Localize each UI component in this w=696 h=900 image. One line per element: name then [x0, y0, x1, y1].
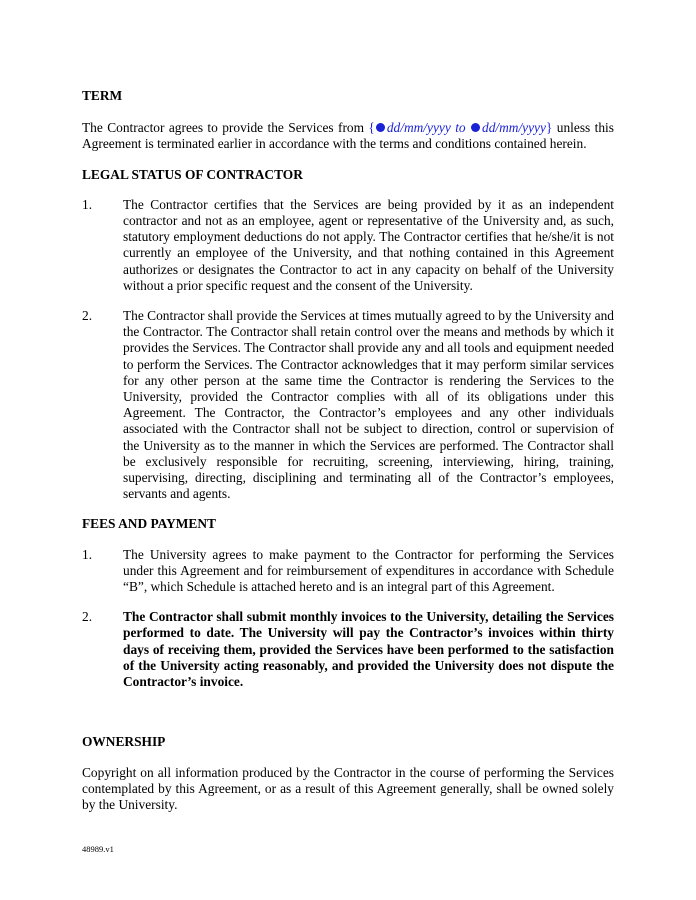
item-number: 2.	[82, 308, 93, 324]
document-page	[82, 88, 614, 813]
list-item	[82, 308, 614, 502]
item-number: 1.	[82, 546, 93, 562]
ownership-paragraph: Copyright on all information produced by the Contractor in the course of performing the Services contemplated by this Agreement, or as a result of this Agreement generally, shall be owned solely by the University.	[82, 764, 614, 812]
date-to-text: to	[450, 120, 470, 136]
date-close-brace: }	[545, 120, 553, 136]
item-text: The Contractor certifies that the Services are being provided by it as an independent contractor and not as an employee, agent or representative of the University and, as such, statutory employment deductions do not apply. The Contractor certifies that he/she/it is not currently an employee of the University, and that nothing contained in this Agreement authorizes or designates the Contractor to act in any capacity on behalf of the University without a prior specific request and the consent of the University.	[123, 196, 614, 293]
date-end-placeholder: dd/mm/yyyy	[482, 120, 546, 136]
term-text-after: unless this Agreement is terminated earlier in accordance with the terms and conditions contained herein.	[82, 120, 614, 152]
document-id: 48989.v1	[82, 844, 114, 854]
placeholder-bullet-icon	[471, 123, 480, 132]
item-text: The Contractor shall provide the Services at times mutually agreed to by the University and the Contractor. The Contractor shall retain control over the means and methods by which it provides the Services. The Contractor shall provide any and all tools and equipment needed to perform the Services. The Contractor acknowledges that it may perform similar services for any other person at the same time the Contractor is rendering the Services to the University, provided the Contractor complies with all of its obligations under this Agreement. The Contractor, the Contractor’s employees and any other individuals associated with the Contractor shall not be subject to direction, control or supervision of the University as to the manner in which the Services are performed. The Contractor shall be exclusively responsible for recruiting, screening, interviewing, hiring, training, supervising, directing, disciplining and terminating all of the Contractor’s employees, servants and agents.	[123, 308, 614, 502]
heading-fees-payment: FEES AND PAYMENT	[82, 516, 216, 532]
item-number: 2.	[82, 609, 93, 625]
date-start-placeholder: dd/mm/yyyy	[386, 120, 451, 136]
list-item	[82, 547, 614, 596]
list-item	[82, 609, 614, 690]
heading-legal-status: LEGAL STATUS OF CONTRACTOR	[82, 166, 303, 182]
term-text-before: The Contractor agrees to provide the Services from	[82, 120, 369, 136]
heading-ownership: OWNERSHIP	[82, 734, 166, 750]
placeholder-bullet-icon	[376, 123, 385, 132]
heading-term: TERM	[82, 88, 123, 103]
date-open-brace: {	[368, 120, 375, 136]
item-text: The University agrees to make payment to the Contractor for performing the Services under this Agreement and for reimbursement of expenditures in accordance with Schedule “B”, which Schedule is attached hereto and is an integral part of this Agreement.	[123, 546, 614, 595]
item-number: 1.	[82, 196, 93, 212]
item-text: The Contractor shall submit monthly invoices to the University, detailing the Services performed to date. The University will pay the Contractor’s invoices within thirty days of receiving them, provided the Services have been performed to the satisfaction of the University acting reasonably, and provided the University does not dispute the Contractor’s invoice.	[123, 609, 614, 690]
term-paragraph	[82, 120, 614, 152]
list-item	[82, 197, 614, 294]
